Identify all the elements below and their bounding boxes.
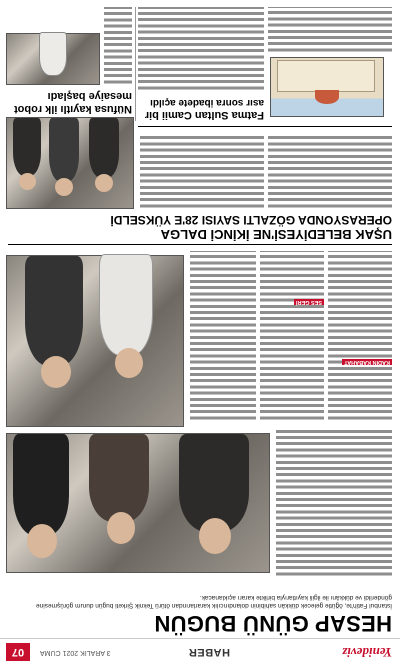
mosque-photo [270,57,384,117]
masthead-logo: Yenideviz [342,645,392,660]
main-text-column-2 [328,251,392,421]
column-divider [135,7,136,121]
issue-date: 3 ARALIK 2021 CUMA [40,649,111,656]
story5-text-2 [268,7,392,53]
story2-photo [6,117,134,209]
story5-headline-line1: Fatma Sultan Camii bir [144,109,264,121]
story2-text-column-2 [140,133,264,209]
main-text-column-4 [190,251,256,421]
main-photo [6,433,270,573]
secondary-photo [6,255,184,427]
masthead-bar [0,638,400,665]
main-text-column-3 [260,251,324,421]
subhead-b: SES GERİ [296,299,322,305]
story4-text [104,7,132,85]
robot-photo [6,33,100,85]
story2-rule [8,244,392,245]
story2-headline-line1: UŞAK BELEDİYESİ'NE İKİNCİ DALGA [160,227,392,242]
story5-text [138,7,264,91]
main-text-column-1 [276,427,392,577]
section-label: HABER [188,646,230,658]
story2-headline-line2: OPERASYONDA GÖZALTI SAYISI 28'E YÜKSELDİ [110,213,392,227]
story4-headline-line2: mesaiye başladı [47,90,132,102]
main-deck: İstanbul Fatih'te, öğütle gelecek dükkân sahibinin dolandırıcılık kararlarından ötürü Teknik Şirketi bugün durum görüşmesine gönderildi ve dükkânı ile ilgili kayıtlarıyla birlikte kararı açıklanacak. [36,594,392,609]
story5-headline-line2: asır sonra ibadete açıldı [150,97,264,108]
story4-headline-line1: Nüfusa kayıtlı ilk robot [14,103,132,115]
story2-text-column-1 [268,133,392,209]
page-number: 07 [6,643,30,661]
story5-rule [138,126,392,127]
subhead-a: KADIN KABAHAT [344,359,390,365]
main-headline: HESAP GÜNÜ BUGÜN [154,611,392,636]
